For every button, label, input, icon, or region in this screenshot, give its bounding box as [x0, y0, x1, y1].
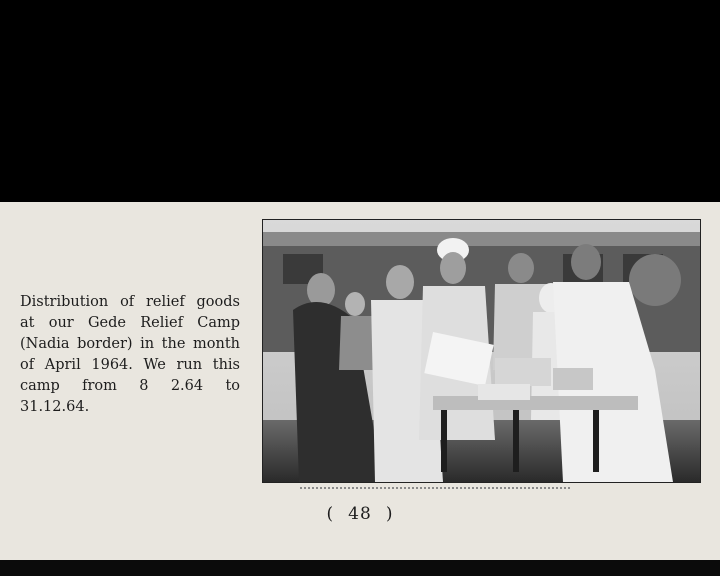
dotted-rule — [300, 487, 570, 493]
photo-caption — [20, 292, 240, 418]
page-number-open-paren: ( — [326, 504, 335, 524]
caption-line: Distribution of relief goods — [20, 294, 240, 310]
page-number-close-paren: ) — [385, 504, 394, 524]
page-number — [300, 504, 420, 524]
photo-illustration — [263, 220, 700, 482]
relief-distribution-photo — [262, 219, 701, 483]
black-margin-bottom — [0, 560, 720, 576]
caption-line: at our Gede Relief Camp — [20, 315, 240, 331]
caption-line: of April 1964. We run this — [20, 357, 240, 373]
caption-line: camp from 8 2.64 to 31.12.64. — [20, 378, 240, 415]
black-margin-top — [0, 0, 720, 202]
caption-line: (Nadia border) in the month — [20, 336, 240, 352]
document-page — [0, 202, 720, 560]
page-number-value: 48 — [348, 504, 372, 524]
